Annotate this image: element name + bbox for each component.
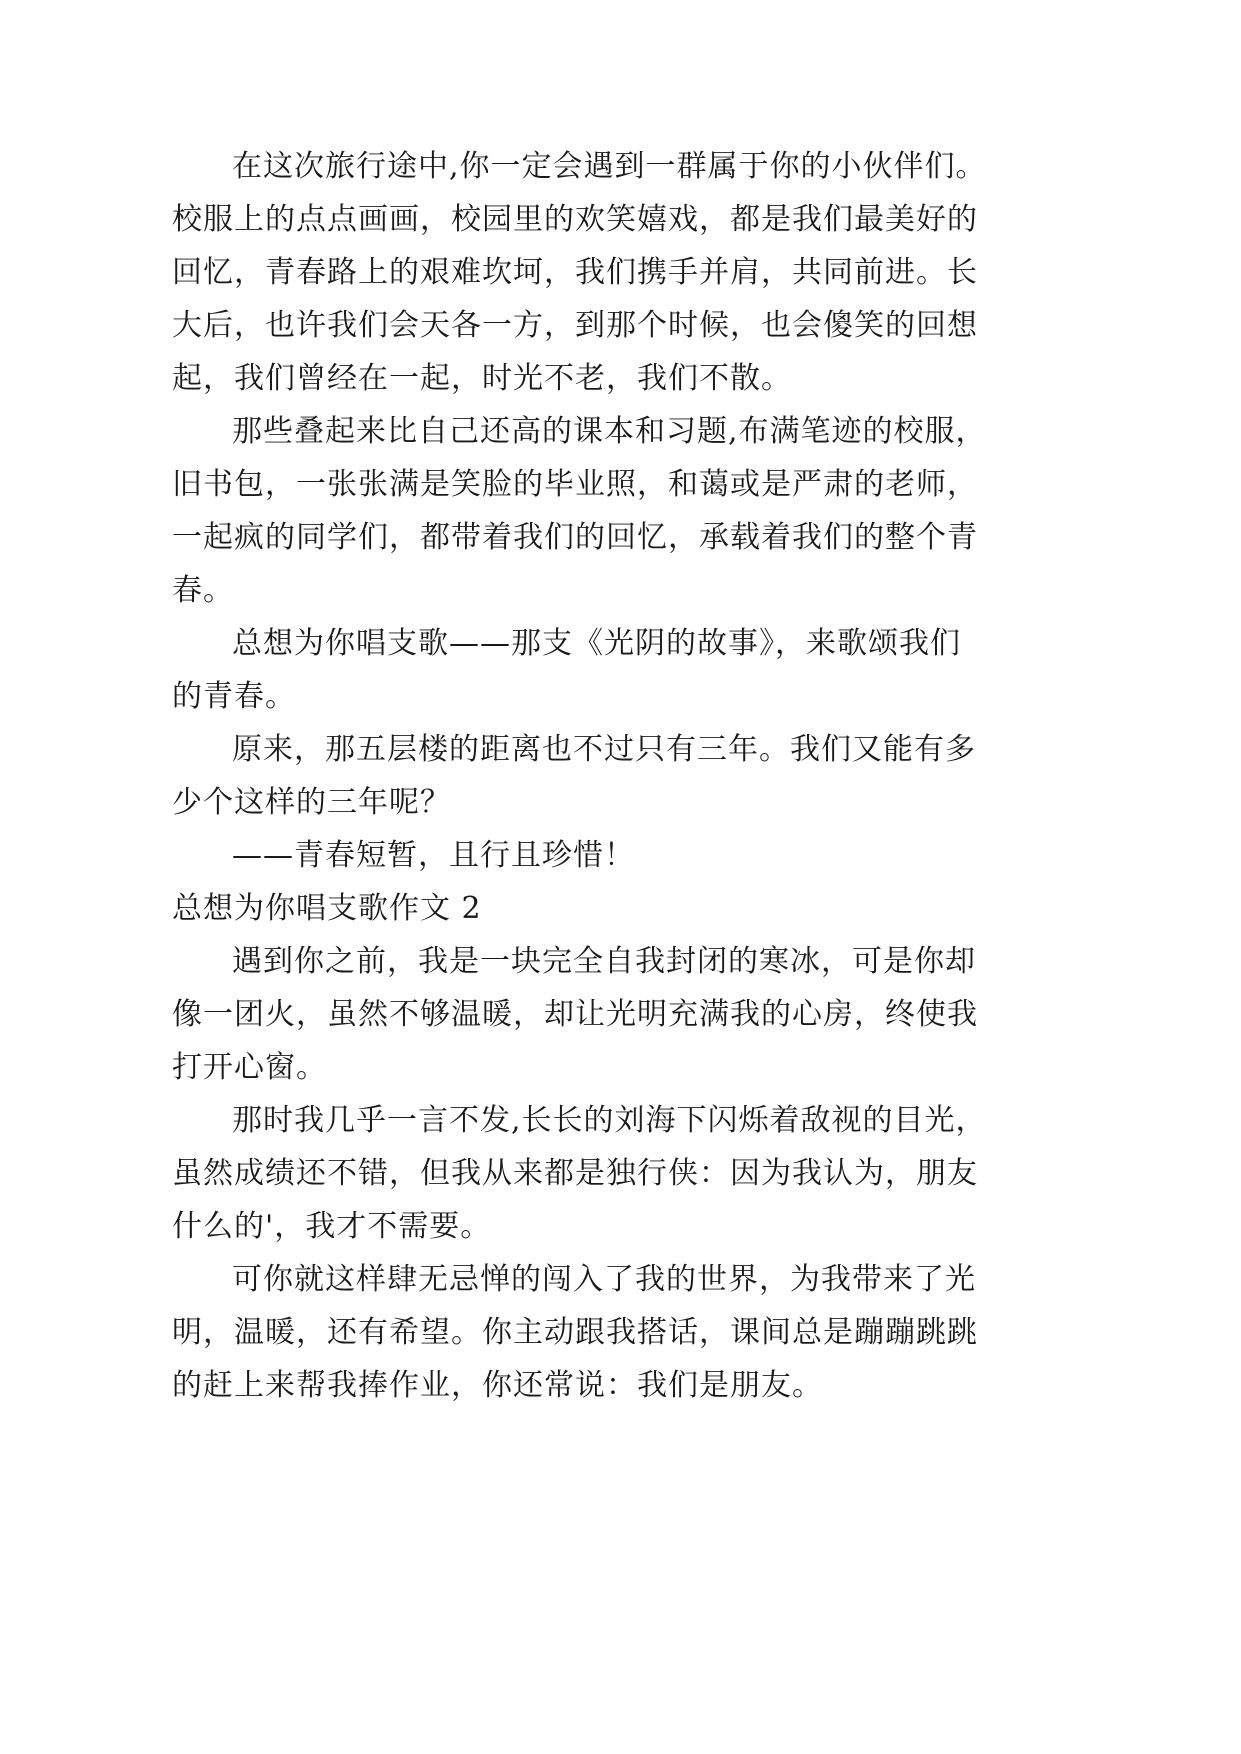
text-line-1: 在这次旅行途中,你一定会遇到一群属于你的小伙伴们。 bbox=[232, 149, 987, 184]
text-line-8: 一起疯的同学们，都带着我们的回忆，承载着我们的整个青 bbox=[172, 520, 978, 555]
text-line-13: 少个这样的三年呢？ bbox=[172, 785, 451, 820]
text-line-16: 遇到你之前，我是一块完全自我封闭的寒冰，可是你却 bbox=[232, 944, 976, 979]
text-line-10: 总想为你唱支歌——那支《光阴的故事》，来歌颂我们 bbox=[232, 626, 961, 661]
text-line-21: 什么的'，我才不需要。 bbox=[172, 1209, 492, 1244]
text-line-5: 起，我们曾经在一起，时光不老，我们不散。 bbox=[172, 361, 792, 396]
text-line-23: 明，温暖，还有希望。你主动跟我搭话，课间总是蹦蹦跳跳 bbox=[172, 1315, 978, 1350]
text-line-20: 虽然成绩还不错，但我从来都是独行侠：因为我认为，朋友 bbox=[172, 1156, 978, 1191]
text-line-4: 大后，也许我们会天各一方，到那个时候，也会傻笑的回想 bbox=[172, 308, 978, 343]
text-line-18: 打开心窗。 bbox=[172, 1050, 327, 1085]
text-line-3: 回忆，青春路上的艰难坎坷，我们携手并肩，共同前进。长 bbox=[172, 255, 978, 290]
text-line-22: 可你就这样肆无忌惮的闯入了我的世界，为我带来了光 bbox=[232, 1262, 976, 1297]
text-line-14: ——青春短暂，且行且珍惜！ bbox=[232, 838, 635, 873]
text-line-19: 那时我几乎一言不发,长长的刘海下闪烁着敌视的目光， bbox=[232, 1103, 987, 1138]
text-line-12: 原来，那五层楼的距离也不过只有三年。我们又能有多 bbox=[232, 732, 976, 767]
section-heading: 总想为你唱支歌作文 2 bbox=[172, 891, 482, 926]
text-line-24: 的赶上来帮我捧作业，你还常说：我们是朋友。 bbox=[172, 1368, 823, 1403]
text-line-2: 校服上的点点画画，校园里的欢笑嬉戏，都是我们最美好的 bbox=[172, 202, 978, 237]
text-line-6: 那些叠起来比自己还高的课本和习题,布满笔迹的校服， bbox=[232, 414, 987, 449]
text-line-11: 的青春。 bbox=[172, 679, 296, 714]
text-line-7: 旧书包，一张张满是笑脸的毕业照，和蔼或是严肃的老师， bbox=[172, 467, 978, 502]
text-line-9: 春。 bbox=[172, 573, 234, 608]
text-line-17: 像一团火，虽然不够温暖，却让光明充满我的心房，终使我 bbox=[172, 997, 978, 1032]
